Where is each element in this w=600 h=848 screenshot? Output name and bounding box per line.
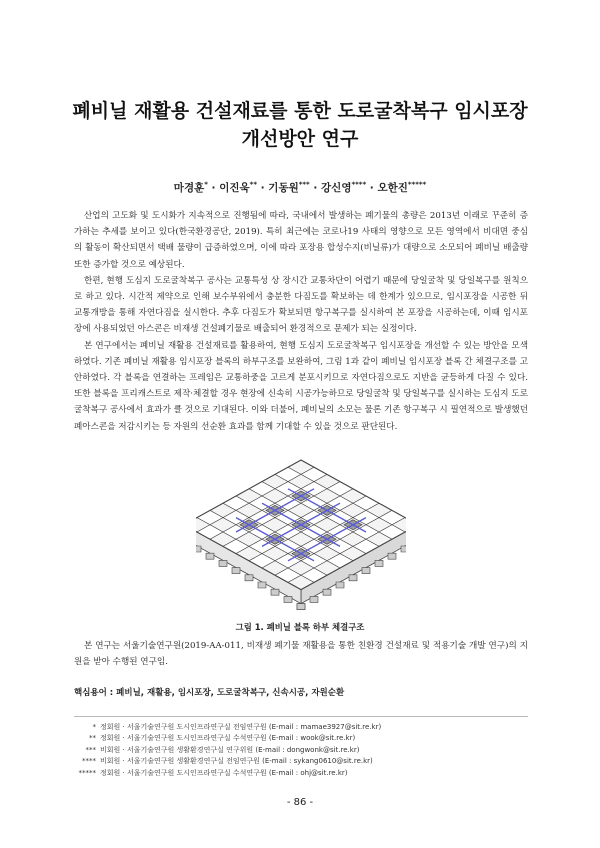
author-name: 오한진 xyxy=(377,182,408,194)
block-foot xyxy=(284,596,292,602)
figure-caption: 그림 1. 폐비닐 블록 하부 체결구조 xyxy=(235,622,365,632)
author-separator: · xyxy=(207,182,220,194)
block-structure-illustration xyxy=(196,438,406,618)
author-separator: · xyxy=(309,182,322,194)
body-text xyxy=(74,208,528,435)
author-separator: · xyxy=(256,182,269,194)
author-list xyxy=(0,180,600,195)
block-foot xyxy=(336,582,344,588)
paragraph: 본 연구에서는 폐비닐 재활용 건설재료를 활용하여, 현행 도심지 도로굴착복구 임시포장을 개선할 수 있는 방안을 모색하였다. 기존 폐비닐 재활용 임시포장 블록의 하부구조를 보완하여, 그림 1과 같이 폐비닐 임시포장 블록 간 체결구조를 고안하였다. 각 블록을 연결하는 프레임은 교통하중을 고르게 분포시키므로 자연다짐으로도 지반을 균등하게 다질 수 있다. 또한 블록을 프리캐스트로 제작·체결할 경우 현장에 신속히 시공가능하므로 당일굴착 및 당일복구를 실시하는 도심지 도로굴착복구 공사에서 효과가 클 것으로 기대된다. 이와 더불어, 폐비닐의 소모는 물론 기존 항구복구 시 필연적으로 발생했던 폐아스콘을 저감시키는 등 자원의 선순환 효과를 함께 기대할 수 있을 것으로 판단된다. xyxy=(74,340,528,432)
block-foot xyxy=(297,604,305,610)
block-foot xyxy=(349,575,357,581)
block-foot xyxy=(271,589,279,595)
footnote-mark: ***** xyxy=(78,768,96,777)
footnotes xyxy=(74,716,528,779)
keywords xyxy=(74,686,528,698)
footnote-text: 비회원 · 서울기술연구원 생활환경연구실 연구위원 (E-mail : dongwonk@sit.re.kr) xyxy=(100,745,360,754)
footnote-mark: ** xyxy=(89,734,96,743)
author-mark: ***** xyxy=(407,180,427,189)
footnote xyxy=(74,756,528,767)
acknowledgement xyxy=(74,638,528,670)
figure-block-frame xyxy=(196,438,406,618)
block-foot xyxy=(388,553,396,559)
block-foot xyxy=(258,582,266,588)
footnote xyxy=(74,745,528,756)
footnote-text: 정회원 · 서울기술연구원 도시인프라연구실 수석연구원 (E-mail : wook@sit.re.kr) xyxy=(100,734,356,743)
block-foot xyxy=(245,575,253,581)
footnote-mark: *** xyxy=(85,745,96,754)
paragraph: 산업의 고도화 및 도시화가 지속적으로 진행됨에 따라, 국내에서 발생하는 폐기물의 총량은 2013년 이래로 꾸준히 증가하는 추세를 보이고 있다(한국환경공단, 2019). 특히 최근에는 코로나19 사태의 영향으로 모든 영역에서 비대면 중심의 활동이 확산되면서 택배 물량이 급증하였으며, 이에 따라 포장용 합성수지(비닐류)가 대량으로 소모되어 폐비닐 배출량 또한 증가할 것으로 예상된다. xyxy=(74,211,528,270)
author-name: 강신영 xyxy=(321,182,352,194)
paper-title-line-1: 폐비닐 재활용 건설재료를 통한 도로굴착복구 임시포장 xyxy=(72,100,528,122)
block-foot xyxy=(196,546,201,552)
paragraph: 한편, 현행 도심지 도로굴착복구 공사는 교통특성 상 장시간 교통차단이 어렵기 때문에 당일굴착 및 당일복구를 원칙으로 하고 있다. 시간적 제약으로 인해 보수부위에서 충분한 다짐도를 확보하는 데 한계가 있으므로, 임시포장을 시공한 뒤 교통개방을 통해 자연다짐을 실시한다. 추후 다짐도가 확보되면 항구복구를 실시하여 본 포장을 시공하는데, 이때 임시포장에 사용되었던 아스콘은 비재생 건설폐기물로 배출되어 환경적으로 문제가 되는 실정이다. xyxy=(74,275,528,335)
footnote-mark: **** xyxy=(82,757,96,766)
footnote-text: 정회원 · 서울기술연구원 도시인프라연구실 수석연구원 (E-mail : ohj@sit.re.kr) xyxy=(100,768,348,777)
author-mark: ** xyxy=(249,180,257,189)
block-foot xyxy=(206,553,214,559)
keywords-label: 핵심용어 : xyxy=(74,688,117,698)
block-foot xyxy=(310,596,318,602)
footnote xyxy=(74,722,528,733)
acknowledgement-text: 본 연구는 서울기술연구원(2019-AA-011, 비재생 폐기물 재활용을 통한 친환경 건설재료 및 적용기술 개발 연구)의 지원을 받아 수행된 연구임. xyxy=(74,641,528,668)
footnote xyxy=(74,768,528,779)
footnote xyxy=(74,733,528,744)
paper-title-line-2: 개선방안 연구 xyxy=(241,128,359,150)
author-separator: · xyxy=(366,182,378,194)
author-name: 이진욱 xyxy=(219,182,250,194)
footnote-mark: * xyxy=(92,723,96,731)
author-mark: *** xyxy=(298,180,310,189)
block-foot xyxy=(375,560,383,566)
block-foot xyxy=(401,546,406,552)
block-foot xyxy=(323,589,331,595)
keywords-list: 폐비닐, 재활용, 임시포장, 도로굴착복구, 신속시공, 자원순환 xyxy=(116,688,345,698)
author-mark: **** xyxy=(351,180,367,189)
footnote-text: 정회원 · 서울기술연구원 도시인프라연구실 전임연구원 (E-mail : mamae3927@sit.re.kr) xyxy=(100,723,382,731)
author-mark: * xyxy=(204,180,208,189)
page-number: - 86 - xyxy=(286,797,314,808)
block-foot xyxy=(219,560,227,566)
footnote-text: 비회원 · 서울기술연구원 생활환경연구실 전임연구원 (E-mail : sykang0610@sit.re.kr) xyxy=(100,757,373,766)
author-name: 마경훈 xyxy=(173,182,205,194)
block-foot xyxy=(362,568,370,574)
author-name: 기동원 xyxy=(268,182,299,194)
block-foot xyxy=(232,568,240,574)
